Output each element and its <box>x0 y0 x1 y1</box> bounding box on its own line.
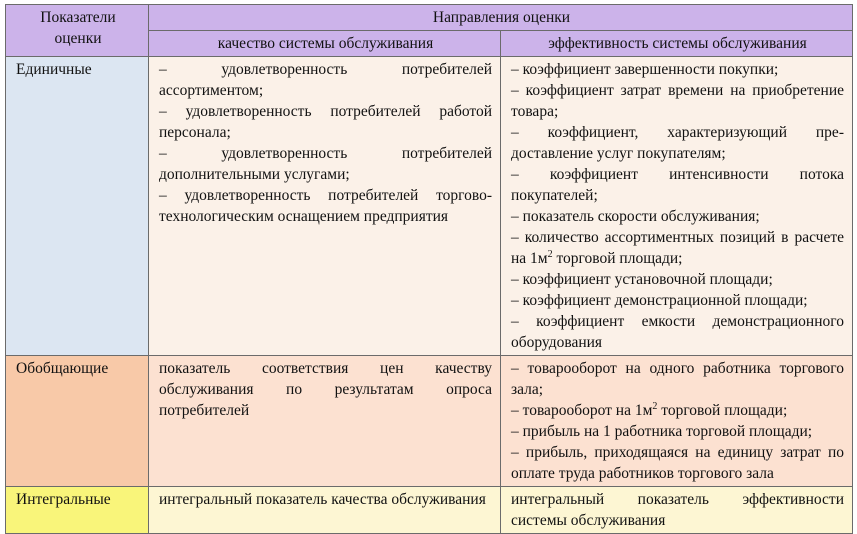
cell-integral-quality: интегральный показатель качества обслуживания <box>149 487 501 534</box>
header-indicators: Показатели оценки <box>6 5 149 57</box>
header-efficiency: эффективность системы обслуживания <box>501 31 853 57</box>
row-integral <box>6 487 853 534</box>
list-item: – коэффициент затрат времени на приобретение товара; <box>511 80 844 122</box>
cell-unit-quality <box>149 57 501 356</box>
assessment-indicators-table <box>5 4 853 534</box>
row-label-unit: Единичные <box>6 57 149 356</box>
list-item: – товарооборот на одного работника торгового зала; <box>511 358 844 400</box>
list-item: – удовлетворенность потребителей работой персонала; <box>159 101 492 143</box>
list-item: – удовлетворенность потребителей ассортиментом; <box>159 59 492 101</box>
row-label-integral: Интегральные <box>6 487 149 534</box>
list-item: – удовлетворенность потребителей дополнительными услугами; <box>159 143 492 185</box>
cell-unit-efficiency <box>501 57 853 356</box>
list-item: – коэффициент установочной площади; <box>511 269 844 290</box>
cell-general-efficiency <box>501 356 853 487</box>
superscript: 2 <box>652 400 658 412</box>
list-item: – количество ассортиментных позиций в расчете на $1м^2$ торговой площади; <box>511 227 844 269</box>
row-unit <box>6 57 853 356</box>
list-item: – коэффициент демонстрационной площади; <box>511 290 844 311</box>
list-item: – коэффициент емкости демонстрационного оборудования <box>511 311 844 353</box>
list-item: – удовлетворенность потребителей торгово-технологическим оснащением предприятия <box>159 185 492 227</box>
header-quality: качество системы обслуживания <box>149 31 501 57</box>
list-item: – прибыль на 1 работника торговой площади; <box>511 421 844 442</box>
list-item: – товарооборот на $1м^2$ торговой площади; <box>511 400 844 421</box>
row-general <box>6 356 853 487</box>
cell-integral-efficiency: интегральный показатель эффективности системы обслуживания <box>501 487 853 534</box>
header-assessment-directions: Направления оценки <box>149 5 853 31</box>
list-item: – прибыль, приходящаяся на единицу затрат по оплате труда работников торгового зала <box>511 442 844 484</box>
header-row-1 <box>6 5 853 31</box>
list-item: – показатель скорости обслуживания; <box>511 206 844 227</box>
cell-general-quality: показатель соответствия цен качеству обслуживания по результатам опроса потребителей <box>149 356 501 487</box>
list-item: – коэффициент, характеризующий предоставление услуг покупателям; <box>511 122 844 164</box>
row-label-general: Обобщающие <box>6 356 149 487</box>
list-item: – коэффициент завершенности покупки; <box>511 59 844 80</box>
superscript: 2 <box>547 248 553 260</box>
list-item: – коэффициент интенсивности потока покупателей; <box>511 164 844 206</box>
